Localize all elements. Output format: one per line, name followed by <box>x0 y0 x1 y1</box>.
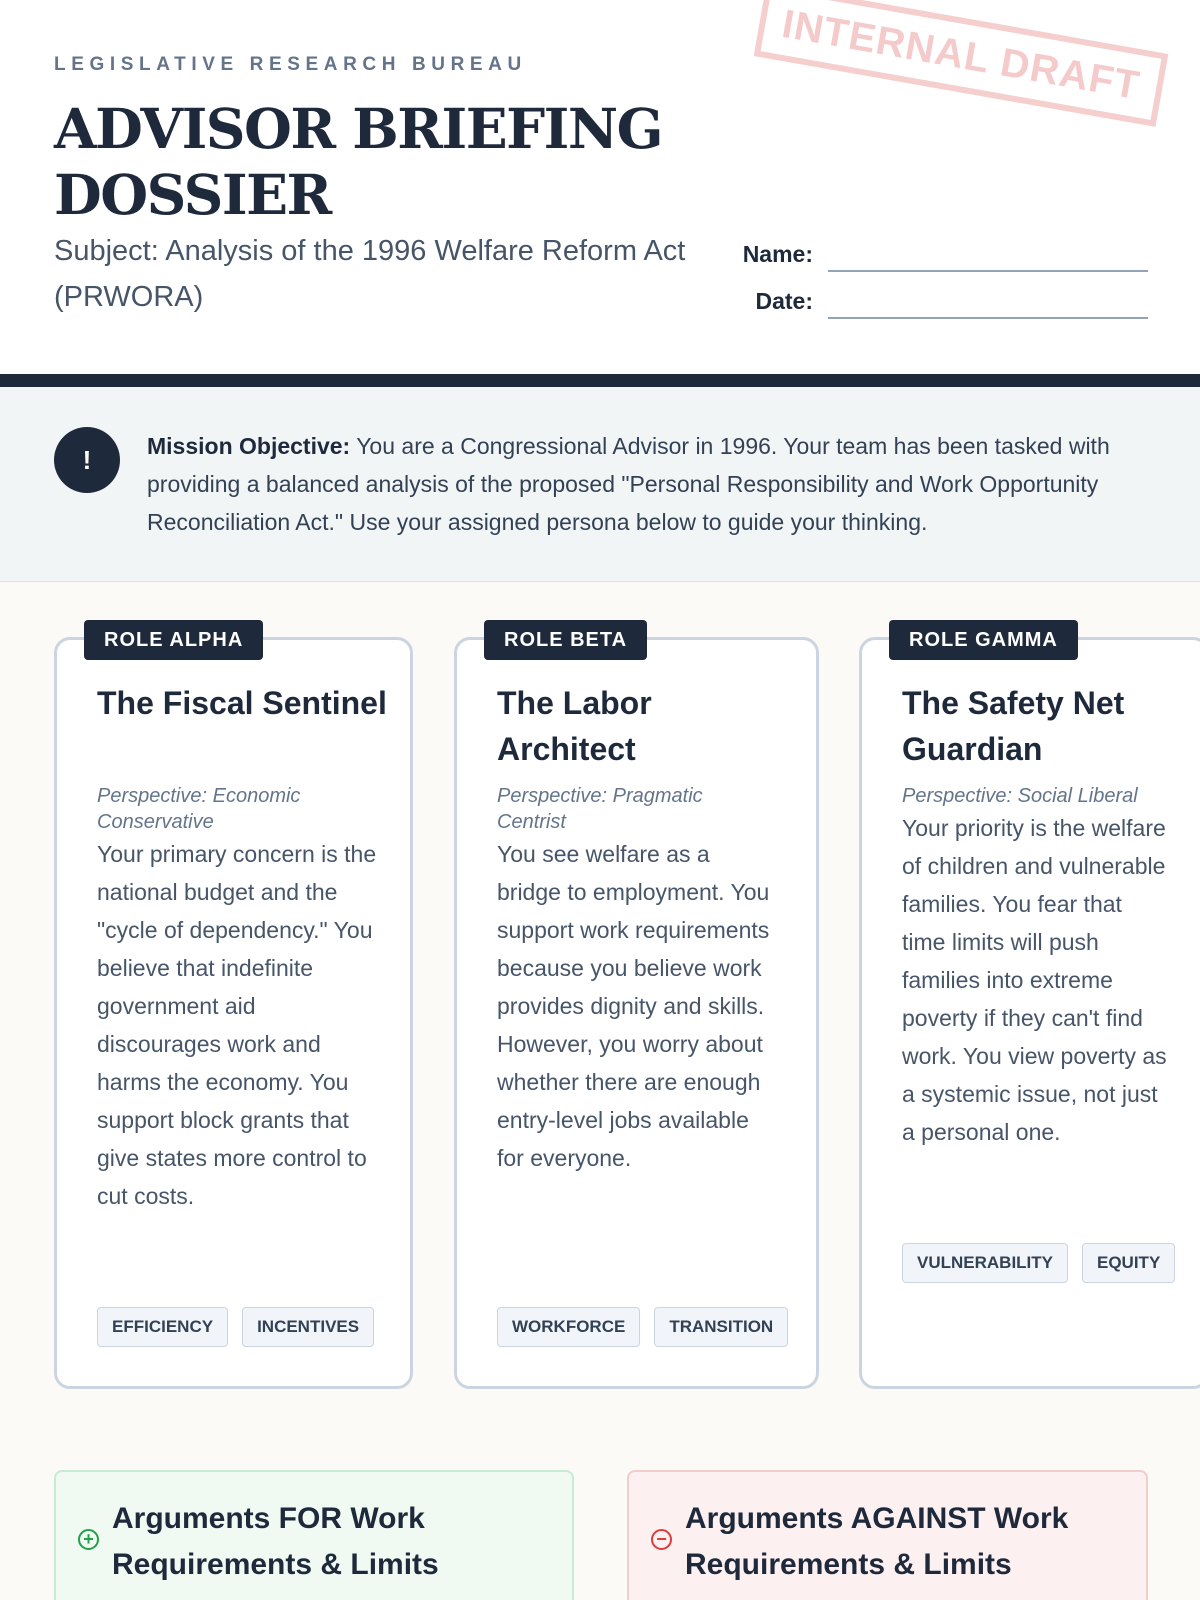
role-perspective: Perspective: Economic Conservative <box>97 785 301 833</box>
arguments-against-panel <box>627 1470 1148 1600</box>
roles-section <box>0 582 1200 1600</box>
role-title: The Safety Net Guardian <box>902 685 1125 767</box>
tag-chip: EQUITY <box>1082 1243 1175 1283</box>
plus-circle-icon: + <box>78 1529 99 1550</box>
mission-text <box>147 427 1147 541</box>
role-tags <box>902 1243 1175 1283</box>
arguments-for-title: Arguments FOR Work Requirements & Limits <box>112 1502 439 1581</box>
role-perspective: Perspective: Social Liberal <box>902 785 1138 807</box>
role-perspective: Perspective: Pragmatic Centrist <box>497 785 703 833</box>
tag-chip: TRANSITION <box>654 1307 788 1347</box>
role-tag: ROLE ALPHA <box>84 620 263 660</box>
title-line-2: DOSSIER <box>54 162 331 227</box>
page-title <box>54 96 662 228</box>
mission-label: Mission Objective: <box>147 433 351 459</box>
arguments-for-panel <box>54 1470 574 1600</box>
arguments-against-title: Arguments AGAINST Work Requirements & Limits <box>685 1502 1069 1581</box>
mission-body: You are a Congressional Advisor in 1996. Your team has been tasked with providing a balanced analysis of the proposed "Personal Responsibility and Work Opportunity Reconciliation Act." Use your assigned persona below to guide your thinking. <box>147 433 1110 535</box>
mission-objective-panel <box>0 387 1200 582</box>
tag-chip: EFFICIENCY <box>97 1307 228 1347</box>
alert-icon: ! <box>54 427 120 493</box>
role-tag: ROLE GAMMA <box>889 620 1078 660</box>
role-title: The Labor Architect <box>497 685 652 767</box>
header-divider <box>0 374 1200 387</box>
role-tags <box>97 1307 374 1347</box>
role-description: You see welfare as a bridge to employment. You support work requirements because you believe work provides dignity and skills. However, you worry about whether there are enough entry-level jobs available for everyone. <box>497 841 770 1171</box>
date-field-line[interactable] <box>828 317 1148 319</box>
role-description: Your primary concern is the national budget and the "cycle of dependency." You believe that indefinite government aid discourages work and harms the economy. You support block grants that give states more control to cut costs. <box>97 841 377 1209</box>
tag-chip: WORKFORCE <box>497 1307 640 1347</box>
tag-chip: INCENTIVES <box>242 1307 374 1347</box>
org-name: LEGISLATIVE RESEARCH BUREAU <box>54 54 527 75</box>
date-label: Date: <box>755 288 813 314</box>
role-card-alpha <box>54 628 413 1389</box>
role-description: Your priority is the welfare of children and vulnerable families. You fear that time limits will push families into extreme poverty if they can't find work. You view poverty as a systemic issue, not just a personal one. <box>902 815 1167 1145</box>
role-card-beta <box>454 628 819 1389</box>
minus-circle-icon: − <box>651 1529 672 1550</box>
role-title: The Fiscal Sentinel <box>97 685 387 721</box>
role-card-gamma <box>859 628 1200 1389</box>
internal-draft-stamp: INTERNAL DRAFT <box>754 0 1169 127</box>
name-label: Name: <box>742 241 813 267</box>
name-field-line[interactable] <box>828 270 1148 272</box>
subject-line: Subject: Analysis of the 1996 Welfare Reform Act (PRWORA) <box>54 235 686 313</box>
dossier-header <box>0 0 1200 374</box>
role-tags <box>497 1307 788 1347</box>
title-line-1: ADVISOR BRIEFING <box>54 96 663 161</box>
role-tag: ROLE BETA <box>484 620 647 660</box>
tag-chip: VULNERABILITY <box>902 1243 1068 1283</box>
